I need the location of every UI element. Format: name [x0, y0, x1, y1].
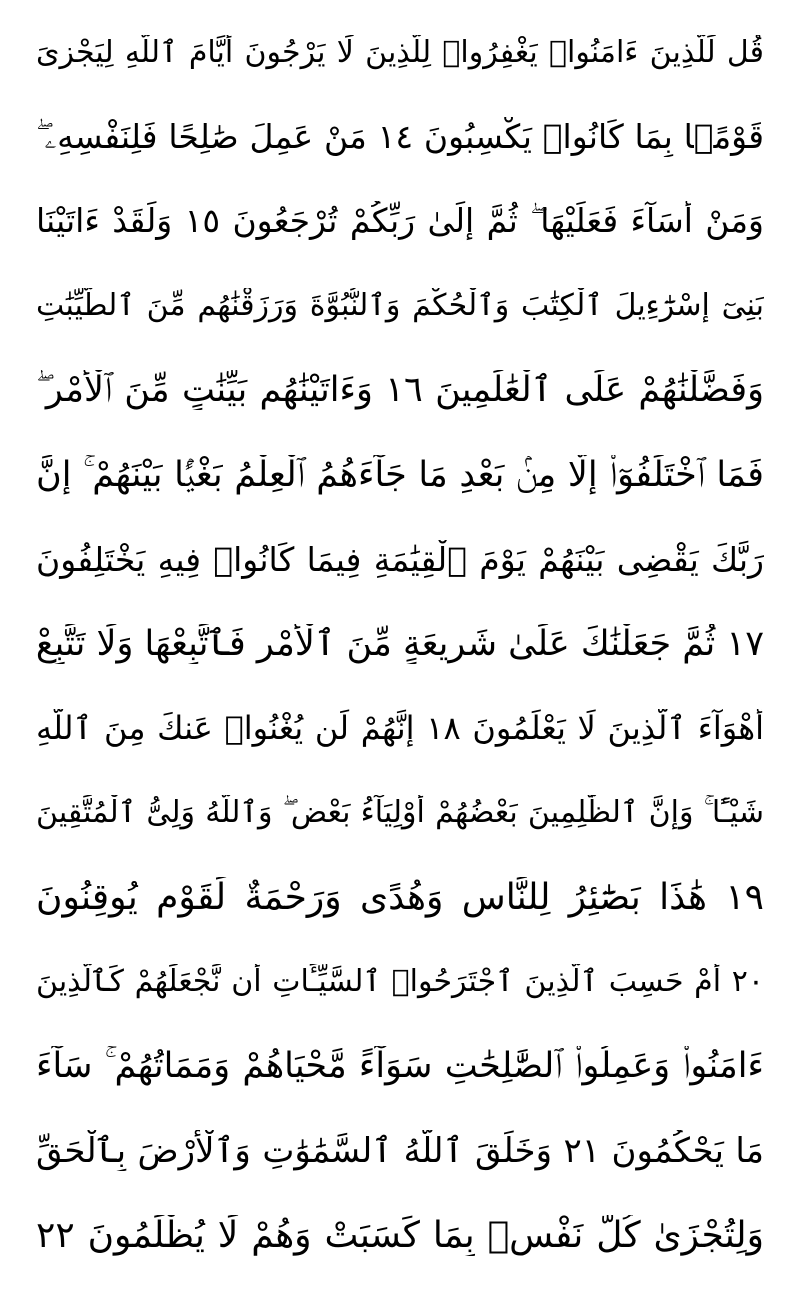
- line-text: فَمَا ٱخْتَلَفُوٓا۟ إِلَّا مِنۢ بَعْدِ مَا جَآءَهُمُ ٱلْعِلْمُ بَغْيًۢا بَيْنَهُمْ ۚ إِنَّ: [36, 454, 764, 495]
- line-text: مَا يَحْكُمُونَ ٢١ وَخَلَقَ ٱللَّهُ ٱلسَّمَٰوَٰتِ وَٱلْأَرْضَ بِٱلْحَقِّ: [36, 1131, 764, 1172]
- text-line-5: [36, 348, 764, 433]
- text-line-2: [36, 95, 764, 180]
- text-line-4: [36, 264, 764, 349]
- line-text: رَبَّكَ يَقْضِى بَيْنَهُمْ يَوْمَ ٱلْقِيَٰمَةِ فِيمَا كَانُوا۟ فِيهِ يَخْتَلِفُونَ: [36, 539, 764, 579]
- line-text: شَيْـًٔا ۚ وَإِنَّ ٱلظَّٰلِمِينَ بَعْضُهُمْ أَوْلِيَآءُ بَعْضٍ ۖ وَٱللَّهُ وَلِىُّ ٱلْمُتَّقِينَ: [36, 795, 764, 831]
- text-line-13: [36, 1024, 764, 1109]
- text-line-12: [36, 940, 764, 1025]
- line-text: ٢٠ أَمْ حَسِبَ ٱلَّذِينَ ٱجْتَرَحُوا۟ ٱلسَّيِّـَٔاتِ أَن نَّجْعَلَهُمْ كَٱلَّذِينَ: [36, 964, 764, 1000]
- text-line-1: [36, 10, 764, 95]
- text-line-7: [36, 517, 764, 602]
- text-line-9: [36, 686, 764, 771]
- text-line-6: [36, 433, 764, 518]
- text-line-3: [36, 179, 764, 264]
- text-line-10: [36, 771, 764, 856]
- line-text: ١٧ ثُمَّ جَعَلْنَٰكَ عَلَىٰ شَرِيعَةٍ مِّنَ ٱلْأَمْرِ فَٱتَّبِعْهَا وَلَا تَتَّبِعْ: [36, 623, 764, 664]
- line-text: ءَامَنُوا۟ وَعَمِلُوا۟ ٱلصَّٰلِحَٰتِ سَوَآءً مَّحْيَاهُمْ وَمَمَاتُهُمْ ۚ سَآءَ: [36, 1046, 764, 1087]
- text-line-14: [36, 1109, 764, 1194]
- line-text: قَوْمًۢا بِمَا كَانُوا۟ يَكْسِبُونَ ١٤ مَنْ عَمِلَ صَٰلِحًا فَلِنَفْسِهِۦ ۖ: [36, 116, 764, 156]
- line-text: وَلِتُجْزَىٰ كُلُّ نَفْسٍۭ بِمَا كَسَبَتْ وَهُمْ لَا يُظْلَمُونَ ٢٢: [36, 1214, 764, 1256]
- text-line-15: [36, 1193, 764, 1278]
- text-line-8: [36, 602, 764, 687]
- line-text: أَهْوَآءَ ٱلَّذِينَ لَا يَعْلَمُونَ ١٨ إِنَّهُمْ لَن يُغْنُوا۟ عَنكَ مِنَ ٱللَّهِ: [36, 709, 764, 748]
- line-text: ١٩ هَٰذَا بَصَٰٓئِرُ لِلنَّاسِ وَهُدًى وَرَحْمَةٌ لِّقَوْمٍ يُوقِنُونَ: [36, 876, 764, 918]
- line-text: بَنِىٓ إِسْرَٰٓءِيلَ ٱلْكِتَٰبَ وَٱلْحُكْمَ وَٱلنُّبُوَّةَ وَرَزَقْنَٰهُم مِّنَ ٱلطَّيِّبَٰتِ: [36, 288, 764, 324]
- line-text: قُل لِّلَّذِينَ ءَامَنُوا۟ يَغْفِرُوا۟ لِلَّذِينَ لَا يَرْجُونَ أَيَّامَ ٱللَّهِ لِيَجْزِىَ: [36, 34, 764, 70]
- text-line-11: [36, 855, 764, 940]
- line-text: وَفَضَّلْنَٰهُمْ عَلَى ٱلْعَٰلَمِينَ ١٦ وَءَاتَيْنَٰهُم بَيِّنَٰتٍ مِّنَ ٱلْأَمْرِ ۖ: [36, 370, 764, 411]
- line-text: وَمَنْ أَسَآءَ فَعَلَيْهَا ۖ ثُمَّ إِلَىٰ رَبِّكُمْ تُرْجَعُونَ ١٥ وَلَقَدْ ءَاتَيْنَا: [36, 201, 764, 241]
